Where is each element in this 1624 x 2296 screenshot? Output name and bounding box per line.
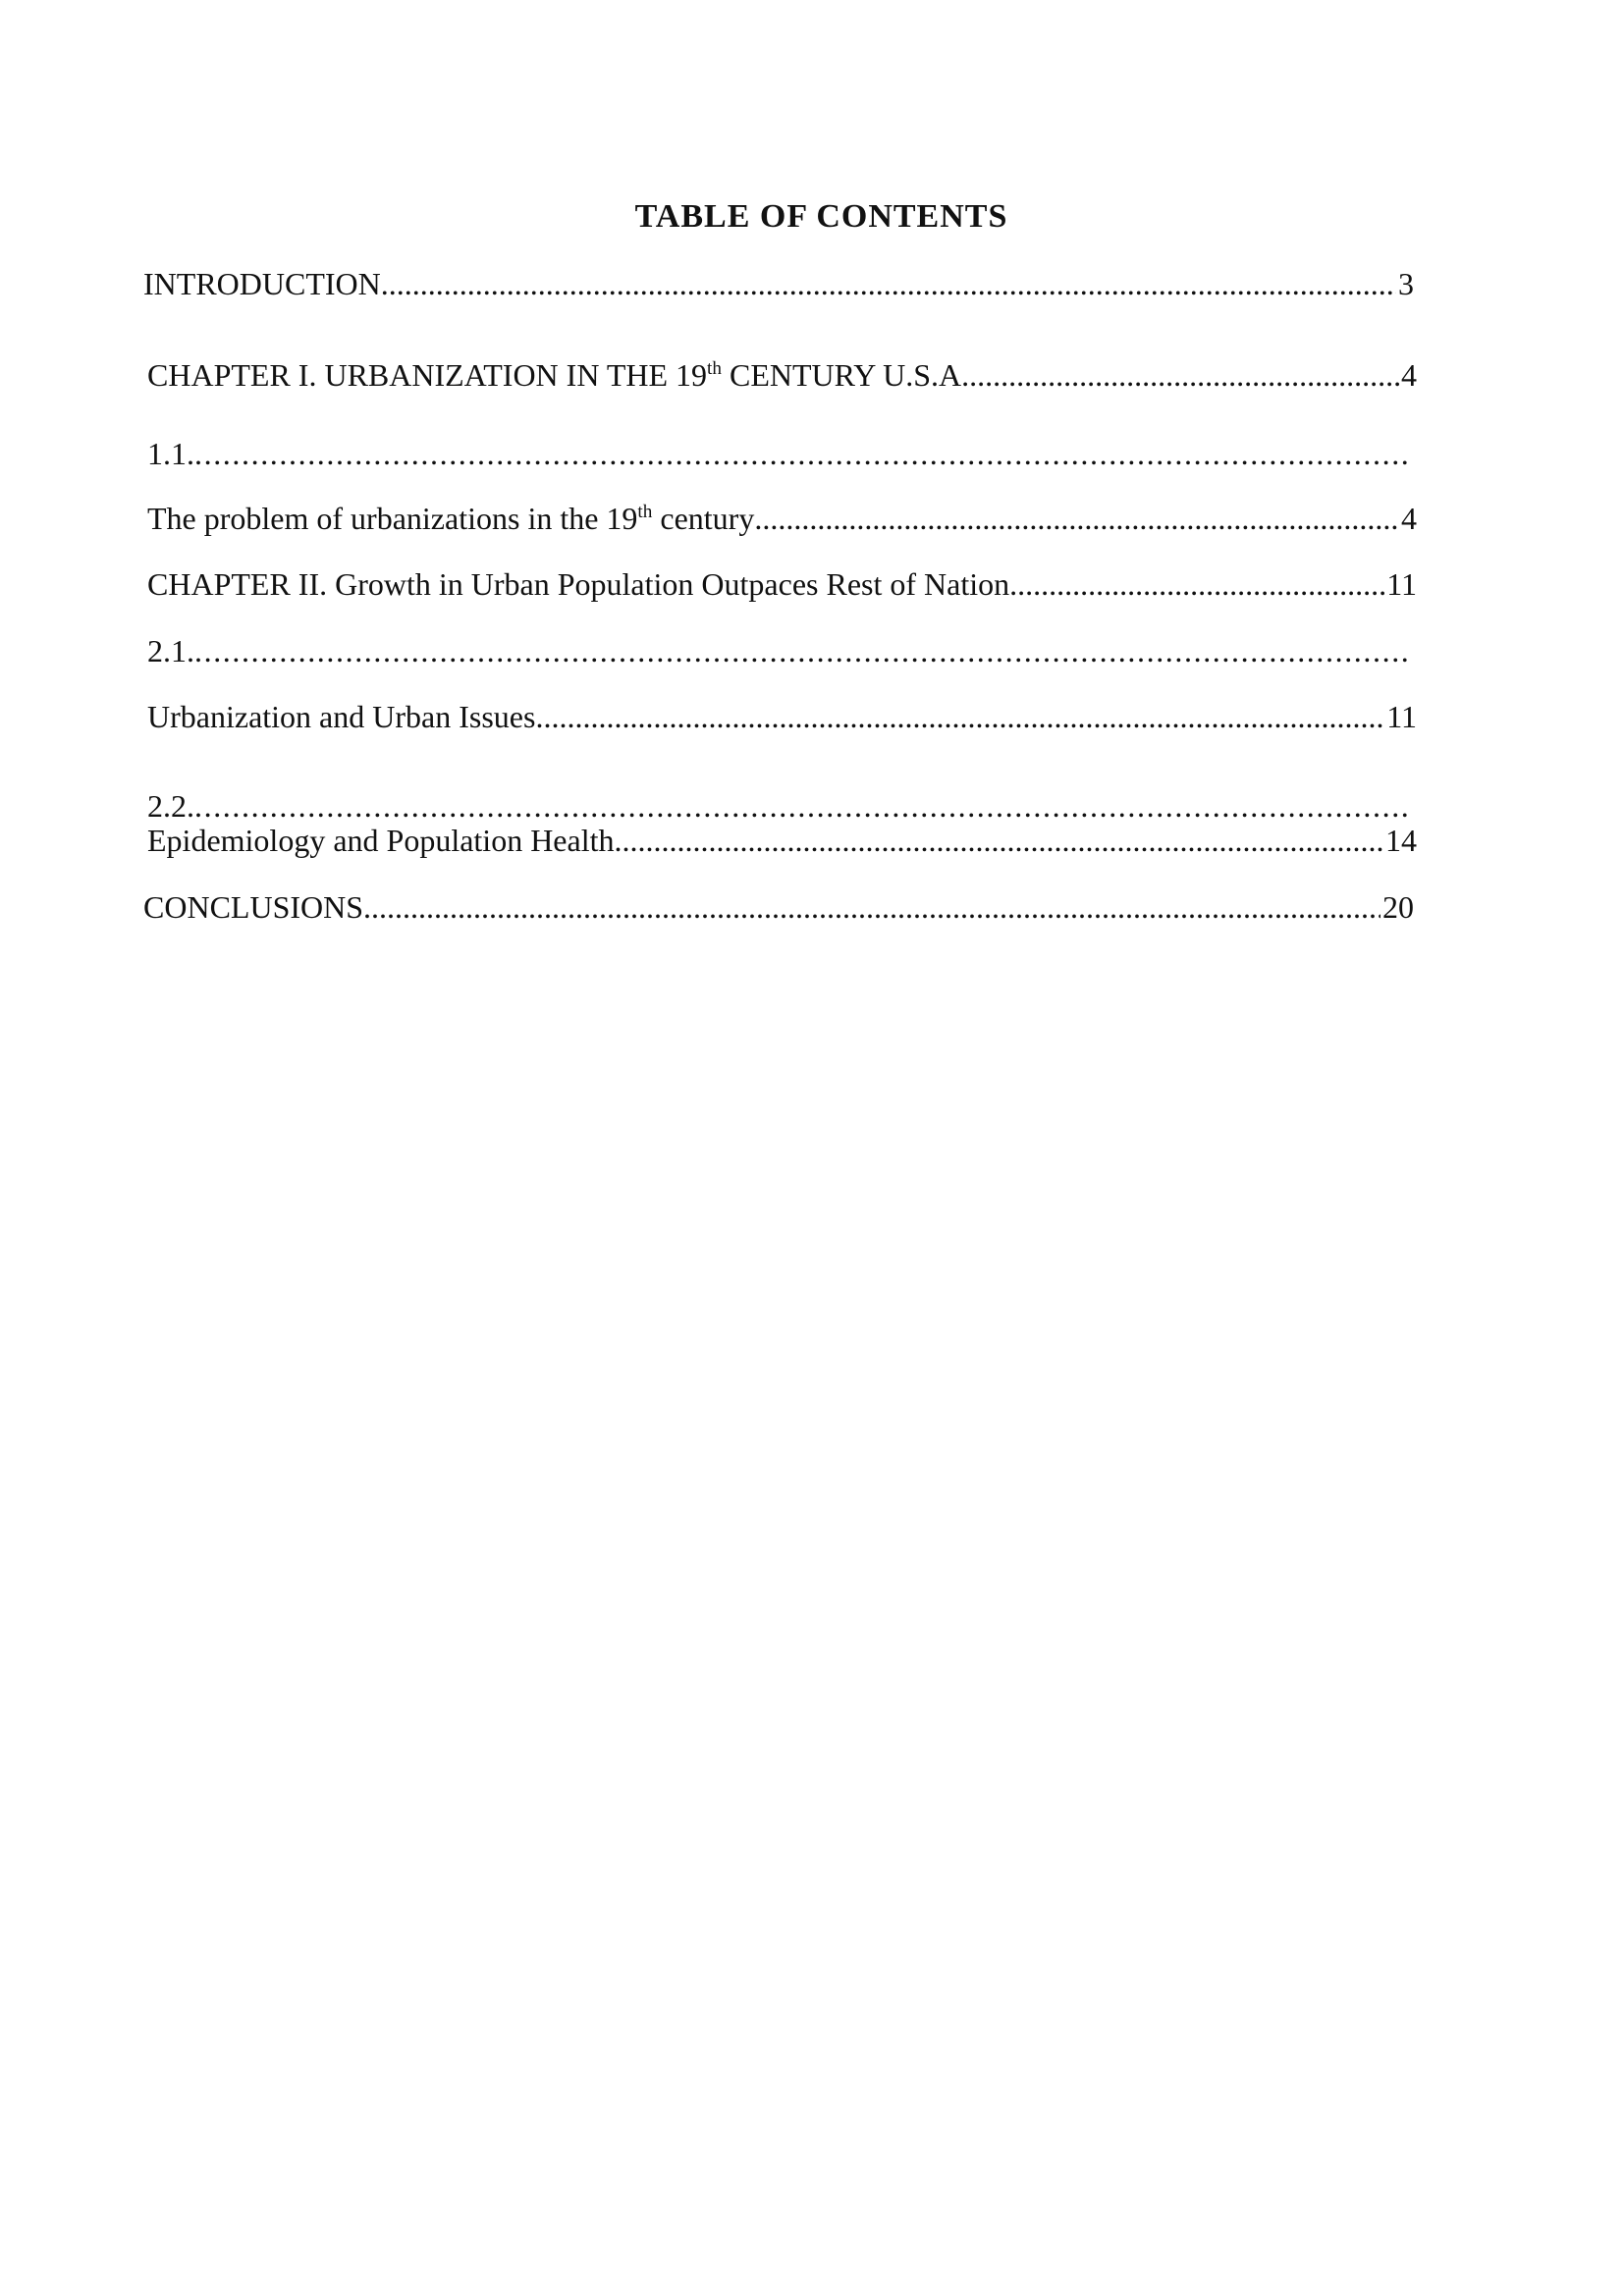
toc-page-number: 14 <box>1385 823 1417 858</box>
toc-dot-leader <box>194 635 1412 667</box>
toc-dot-leader <box>614 825 1383 856</box>
toc-page-number: 20 <box>1382 889 1414 925</box>
toc-dot-leader <box>961 359 1399 391</box>
toc-entry-label: Epidemiology and Population Health <box>147 823 615 858</box>
toc-entry-chapter-1[interactable] <box>147 359 1417 391</box>
toc-page-number: 4 <box>1401 357 1417 393</box>
toc-entry-label: CHAPTER I. URBANIZATION IN THE 19th CENTURY U.S.A <box>147 357 962 393</box>
toc-dot-leader <box>363 891 1380 923</box>
toc-page-number: 11 <box>1386 699 1417 734</box>
toc-page-number: 3 <box>1398 266 1414 301</box>
toc-title: TABLE OF CONTENTS <box>634 198 1008 235</box>
toc-entry-chapter-2[interactable] <box>147 568 1417 600</box>
toc-dot-leader <box>194 790 1412 822</box>
toc-entry-label: Urbanization and Urban Issues <box>147 699 536 734</box>
toc-entry-urban-issues[interactable] <box>147 701 1417 732</box>
toc-entry-label: CONCLUSIONS <box>143 889 364 925</box>
toc-dot-leader <box>754 503 1399 534</box>
toc-entry-label: INTRODUCTION <box>143 266 381 301</box>
toc-entry-label: The problem of urbanizations in the 19th century <box>147 501 755 536</box>
toc-dot-leader <box>381 268 1396 299</box>
toc-page-number: 4 <box>1401 501 1417 536</box>
toc-entry-section-2-1[interactable] <box>147 635 1414 667</box>
toc-entry-conclusions[interactable] <box>143 891 1414 923</box>
toc-entry-label: 2.2. <box>147 788 194 824</box>
toc-entry-epidemiology[interactable] <box>147 825 1417 856</box>
toc-entry-section-2-2[interactable] <box>147 790 1414 822</box>
superscript: th <box>707 358 722 380</box>
toc-entry-urbanization-problem[interactable] <box>147 503 1417 534</box>
toc-dot-leader <box>1009 568 1384 600</box>
toc-entry-label: 2.1. <box>147 633 194 668</box>
superscript: th <box>637 502 653 523</box>
toc-entry-label: 1.1. <box>147 436 194 471</box>
toc-dot-leader <box>535 701 1384 732</box>
toc-dot-leader <box>194 438 1412 469</box>
toc-entry-introduction[interactable] <box>143 268 1414 299</box>
toc-entry-label: CHAPTER II. Growth in Urban Population Outpaces Rest of Nation <box>147 566 1010 602</box>
toc-page-number: 11 <box>1386 566 1417 602</box>
toc-entry-section-1-1[interactable] <box>147 438 1414 469</box>
